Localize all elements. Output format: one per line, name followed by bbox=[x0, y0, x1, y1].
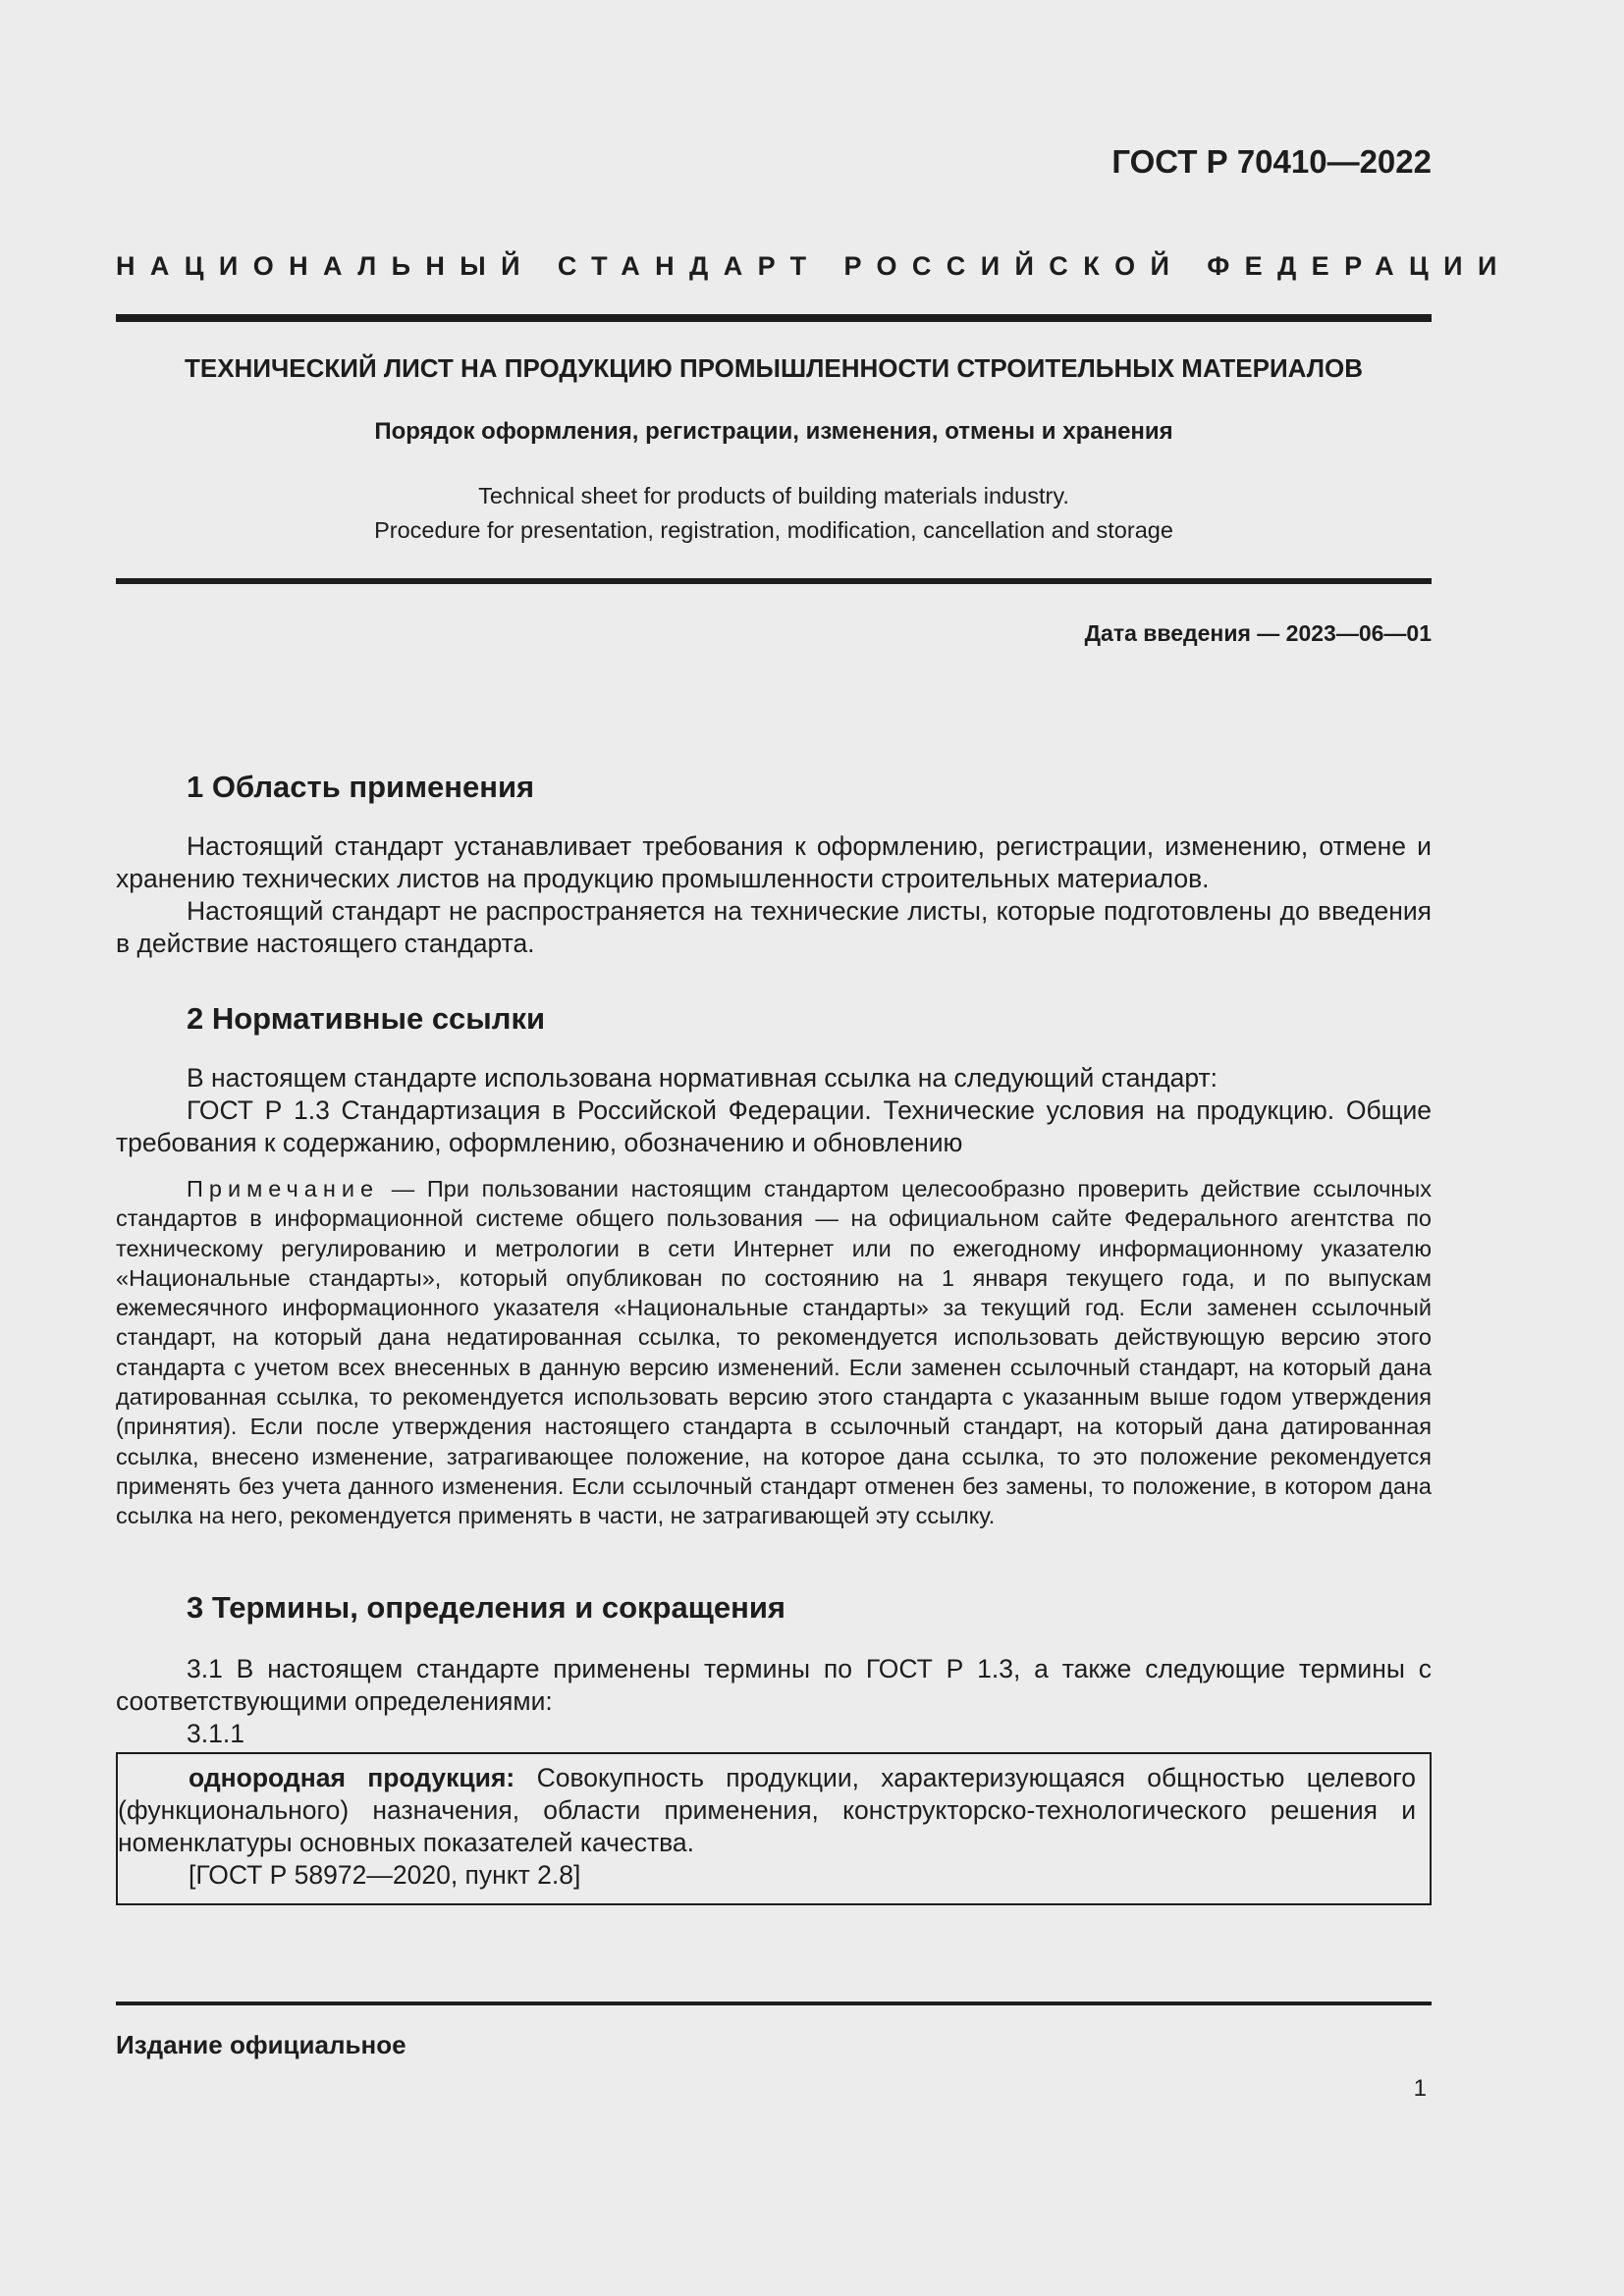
term-definition-box bbox=[116, 1752, 1432, 1905]
note-dash: — bbox=[379, 1176, 427, 1201]
section-2-reference: ГОСТ Р 1.3 Стандартизация в Российской Федерации. Технические условия на продукцию. Общие требования к содержанию, оформлению, обозначению и обновлению bbox=[116, 1095, 1432, 1157]
national-standard-banner: НАЦИОНАЛЬНЫЙ СТАНДАРТ РОССИЙСКОЙ ФЕДЕРАЦИИ bbox=[116, 251, 1512, 281]
header-rule-bottom bbox=[116, 578, 1432, 584]
note-text: При пользовании настоящим стандартом целесообразно проверить действие ссылочных стандартов в информационной системе общего пользования — на официальном сайте Федерального агентства по техническому регулированию и метрологии в сети Интернет или по ежегодному информационному указателю «Национальные стандарты», который опубликован по состоянию на 1 января текущего года, и по выпускам ежемесячного информационного указателя «Национальные стандарты» за текущий год. Если заменен ссылочный стандарт, на который дана недатированная ссылка, то рекомендуется использовать действующую версию этого стандарта с учетом всех внесенных в данную версию изменений. Если заменен ссылочный стандарт, на который дана датированная ссылка, то рекомендуется использовать версию этого стандарта с указанным выше годом утверждения (принятия). Если после утверждения настоящего стандарта в ссылочный стандарт, на который дана датированная ссылка, внесено изменение, затрагивающее положение, на которое дана ссылка, то это положение рекомендуется применять без учета данного изменения. Если ссылочный стандарт отменен без замены, то положение, в котором дана ссылка на него, рекомендуется применять в части, не затрагивающей эту ссылку. bbox=[116, 1176, 1432, 1529]
note-label: Примечание bbox=[187, 1176, 380, 1201]
section-2-note bbox=[116, 1174, 1432, 1531]
header-rule-top bbox=[116, 314, 1432, 322]
standard-designation: ГОСТ Р 70410—2022 bbox=[1111, 143, 1432, 180]
section-1-paragraph-2: Настоящий стандарт не распространяется на технические листы, которые подготовлены до введения в действие настоящего стандарта. bbox=[116, 896, 1432, 958]
document-title: ТЕХНИЧЕСКИЙ ЛИСТ НА ПРОДУКЦИЮ ПРОМЫШЛЕННОСТИ СТРОИТЕЛЬНЫХ МАТЕРИАЛОВ bbox=[184, 353, 1364, 383]
section-3-paragraph-1: 3.1 В настоящем стандарте применены термины по ГОСТ Р 1.3, а также следующие термины с соответствующими определениями: bbox=[116, 1654, 1432, 1716]
section-1-paragraph-1: Настоящий стандарт устанавливает требования к оформлению, регистрации, изменению, отмене и хранению технических листов на продукцию промышленности строительных материалов. bbox=[116, 831, 1432, 893]
document-subtitle: Порядок оформления, регистрации, изменения, отмены и хранения bbox=[374, 418, 1173, 445]
page-number: 1 bbox=[1413, 2075, 1427, 2102]
term-source: [ГОСТ Р 58972—2020, пункт 2.8] bbox=[189, 1860, 581, 1890]
footer-rule bbox=[116, 2002, 1432, 2005]
section-2-body bbox=[116, 1062, 1432, 1159]
term-definition: Совокупность продукции, характеризующаяся общностью целевого (функционального) назначения, области применения, конструкторско-технологического решения и номенклатуры основных показателей качества. bbox=[118, 1763, 1416, 1857]
english-title-line-2: Procedure for presentation, registration, modification, cancellation and storage bbox=[374, 517, 1173, 543]
term-name: однородная продукция: bbox=[189, 1763, 515, 1792]
introduction-date: Дата введения — 2023—06—01 bbox=[1084, 620, 1432, 646]
section-3-heading: 3 Термины, определения и сокращения bbox=[187, 1590, 785, 1625]
section-1-body bbox=[116, 830, 1432, 960]
section-1-heading: 1 Область применения bbox=[187, 770, 535, 804]
section-3-body bbox=[116, 1653, 1432, 1750]
official-edition-label: Издание официальное bbox=[116, 2030, 406, 2059]
section-3-item-number: 3.1.1 bbox=[187, 1719, 244, 1748]
english-title-line-1: Technical sheet for products of building materials industry. bbox=[478, 483, 1069, 508]
section-2-paragraph-1: В настоящем стандарте использована нормативная ссылка на следующий стандарт: bbox=[187, 1063, 1218, 1093]
document-title-english bbox=[116, 479, 1432, 548]
section-2-heading: 2 Нормативные ссылки bbox=[187, 1001, 546, 1036]
